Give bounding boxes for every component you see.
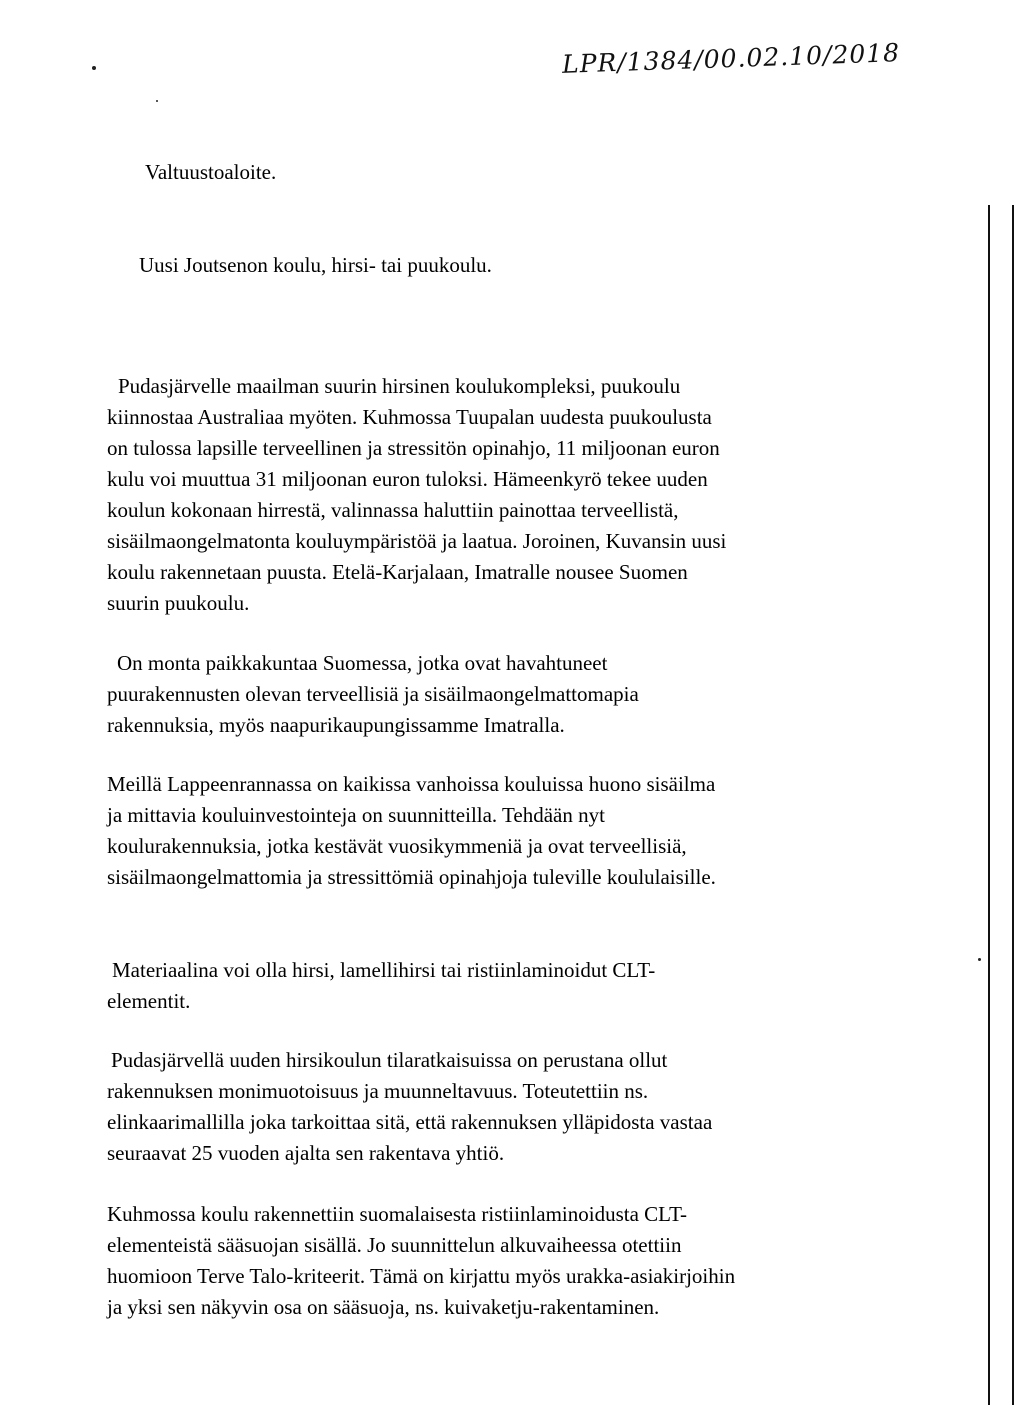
text-line: Pudasjärvelle maailman suurin hirsinen koulukompleksi, puukoulu xyxy=(118,374,681,398)
paragraph-kuhmo xyxy=(107,1199,735,1323)
text-line: sisäilmaongelmatonta kouluympäristöä ja laatua. Joroinen, Kuvansin uusi xyxy=(107,529,727,553)
text-line: Kuhmossa koulu rakennettiin suomalaisesta ristiinlaminoidusta CLT- xyxy=(107,1202,687,1226)
text-line: ja yksi sen näkyvin osa on sääsuoja, ns. kuivaketju-rakentaminen. xyxy=(107,1295,660,1319)
paragraph-other-municipalities xyxy=(107,648,639,741)
scan-speck xyxy=(978,958,981,961)
text-line: elementeistä sääsuojan sisällä. Jo suunnittelun alkuvaiheessa otettiin xyxy=(107,1233,682,1257)
paragraph-lappeenranta xyxy=(107,769,716,893)
text-line: Materiaalina voi olla hirsi, lamellihirsi tai ristiinlaminoidut CLT- xyxy=(112,958,656,982)
text-line: suurin puukoulu. xyxy=(107,591,250,615)
document-type: Valtuustoaloite. xyxy=(145,160,277,184)
text-line: kiinnostaa Australiaa myöten. Kuhmossa Tuupalan uudesta puukoulusta xyxy=(107,405,712,429)
paragraph-wooden-schools xyxy=(107,371,726,619)
scan-speck xyxy=(92,66,96,70)
scan-speck xyxy=(156,100,158,102)
scan-edge-line xyxy=(988,205,990,1405)
text-line: huomioon Terve Talo-kriteerit. Tämä on kirjattu myös urakka-asiakirjoihin xyxy=(107,1264,736,1288)
text-line: On monta paikkakuntaa Suomessa, jotka ovat havahtuneet xyxy=(117,651,608,675)
document-subject: Uusi Joutsenon koulu, hirsi- tai puukoulu. xyxy=(139,253,492,277)
text-line: elementit. xyxy=(107,989,191,1013)
text-line: puurakennusten olevan terveellisiä ja sisäilmaongelmattomapia xyxy=(107,682,639,706)
text-line: on tulossa lapsille terveellinen ja stressitön opinahjo, 11 miljoonan euron xyxy=(107,436,720,460)
paragraph-pudasjarvi xyxy=(107,1045,712,1169)
text-line: rakennuksen monimuotoisuus ja muunneltavuus. Toteutettiin ns. xyxy=(107,1079,649,1103)
text-line: sisäilmaongelmattomia ja stressittömiä opinahjoja tuleville koululaisille. xyxy=(107,865,716,889)
text-line: ja mittavia kouluinvestointeja on suunnitteilla. Tehdään nyt xyxy=(107,803,605,827)
text-line: koulun kokonaan hirrestä, valinnassa haluttiin painottaa terveellistä, xyxy=(107,498,679,522)
text-line: seuraavat 25 vuoden ajalta sen rakentava yhtiö. xyxy=(107,1141,505,1165)
handwritten-reference-number: LPR/1384/00.02.10/2018 xyxy=(561,38,901,79)
paragraph-materials xyxy=(107,955,655,1017)
text-line: koulurakennuksia, jotka kestävät vuosikymmeniä ja ovat terveellisiä, xyxy=(107,834,687,858)
text-line: koulu rakennetaan puusta. Etelä-Karjalaan, Imatralle nousee Suomen xyxy=(107,560,688,584)
scan-edge-line xyxy=(1012,205,1014,1405)
text-line: Pudasjärvellä uuden hirsikoulun tilaratkaisuissa on perustana ollut xyxy=(111,1048,668,1072)
text-line: kulu voi muuttua 31 miljoonan euron tuloksi. Hämeenkyrö tekee uuden xyxy=(107,467,708,491)
text-line: rakennuksia, myös naapurikaupungissamme Imatralla. xyxy=(107,713,565,737)
text-line: Meillä Lappeenrannassa on kaikissa vanhoissa kouluissa huono sisäilma xyxy=(107,772,716,796)
text-line: elinkaarimallilla joka tarkoittaa sitä, että rakennuksen ylläpidosta vastaa xyxy=(107,1110,713,1134)
